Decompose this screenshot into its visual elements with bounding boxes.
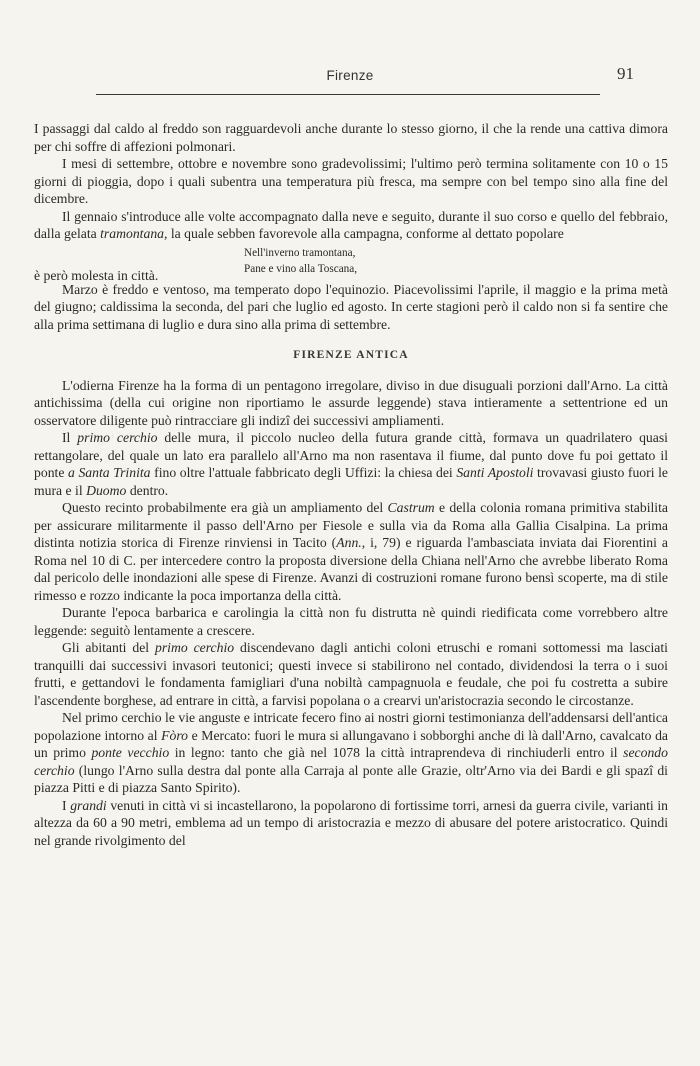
text: (lungo l'Arno sulla destra dal ponte alla Carraja al ponte alle Grazie, oltr'Arno via dei Bardi e gli spazî di piazza Pitti e di piazza Santo Spirito). <box>34 762 668 795</box>
text: I mesi di settembre, ottobre e novembre sono gradevolissimi; l'ultimo però termina solitamente con 10 o 15 giorni di pioggia, dopo i quali subentra una temperatura più fresca, ma sempre con bel tempo sino alla fine del dicembre. <box>34 156 668 206</box>
header-rule <box>96 94 600 95</box>
paragraph <box>34 429 668 499</box>
italic-term: Castrum <box>387 500 435 515</box>
verse-continuation: è però molesta in città. <box>34 267 159 283</box>
paragraph <box>34 639 668 709</box>
italic-term: tramontana <box>100 226 165 241</box>
text: fino oltre l'attuale fabbricato degli Uffizi: la chiesa dei <box>150 465 457 480</box>
text: , i, 79) e riguarda l'ambasciata inviata dai Fiorentini a Roma nel 10 di C. per intercedere contro la proposta diversione della Chiana nell'Arno che avrebbe liberato Roma dal pericolo delle inondazioni alle spese di Firenze. Avanzi di costruzioni romane furono bensì scoperte, ma di stile rimesso e rozzo indicante la poca importanza della città. <box>34 535 668 603</box>
popular-saying <box>34 243 668 281</box>
text: I <box>62 797 71 813</box>
italic-term: secondo cerchio <box>34 745 668 778</box>
paragraph <box>34 208 668 243</box>
text: dentro. <box>126 482 169 498</box>
text: venuti in città vi si incastellarono, la popolarono di fortissime torri, arnesi da guerra civile, varianti in altezza da 60 a 90 metri, emblema ad un tempo di aristocrazia e mezzo di abusare del potere aristocratico. Quindi nel grande rivolgimento del <box>34 797 668 848</box>
italic-term: primo cerchio <box>154 640 235 655</box>
paragraph <box>34 281 668 334</box>
text: I passaggi dal caldo al freddo son ragguardevoli anche durante lo stesso giorno, il che la rende una cattiva dimora per chi soffre di affezioni polmonari. <box>34 121 668 154</box>
text: discendevano dagli antichi coloni etruschi e romani sottomessi ma lasciati tranquilli dai successivi invasori teutonici; questi invece si stabilirono nel contado, dividendosi la terra o i suoi frutti, e gettandovi le fondamenta famigliari d'una nobiltà campagnuola e feudale, che poi fu costretta a subire l'ascendente borghese, ad entrare in città, a farvisi popolana o a crearvi un'aristocrazia secondo le circostanze. <box>34 640 668 708</box>
text: e della colonia romana primitiva stabilita per assicurare militarmente il passo dell'Arno per Fiesole e sulla via da Roma alla Gallia Cisalpina. La prima distinta notizia storica di Firenze rinviensi in Tacito ( <box>34 500 668 550</box>
italic-term: ponte vecchio <box>91 745 170 760</box>
paragraph <box>34 120 668 155</box>
paragraph <box>34 155 668 208</box>
text: delle mura, il piccolo nucleo della futura grande città, formava un quadrilatero quasi rettangolare, del quale un lato era parallelo all'Arno ma non rasentava il fiume, dal punto dove fu poi gettato il ponte <box>34 430 668 480</box>
italic-term: primo cerchio <box>77 430 158 445</box>
text: trovavasi giusto fuori le mura e il <box>34 465 668 498</box>
verse-line: Nell'inverno tramontana, <box>244 246 356 259</box>
verse-line: Pane e vino alla Toscana, <box>244 262 358 275</box>
text: Questo recinto probabilmente era già un ampliamento del <box>62 500 388 515</box>
text: e Mercato: fuori le mura si allungavano i sobborghi anche di là dall'Arno, cavalcato da un primo <box>34 727 669 760</box>
text: Nel primo cerchio le vie anguste e intricate fecero fino ai nostri giorni testimonianza dell'addensarsi dell'antica popolazione intorno al <box>34 710 668 743</box>
text: Marzo è freddo e ventoso, ma temperato dopo l'equinozio. Piacevolissimi l'aprile, il maggio e la prima metà del giugno; caldissima la seconda, del pari che luglio ed agosto. In certe stagioni però il caldo non si fa sentire che alla prima settimana di luglio e dura sino alla prima di settembre. <box>34 281 668 332</box>
italic-term: Ann. <box>336 535 362 550</box>
text: Il <box>62 430 78 445</box>
paragraph <box>34 499 668 604</box>
page-number: 91 <box>617 64 634 83</box>
italic-term: Fòro <box>161 727 188 743</box>
paragraph <box>34 604 668 639</box>
text: Durante l'epoca barbarica e carolingia la città non fu distrutta nè quindi riedificata come vorrebbero altre leggende: seguitò lentamente a crescere. <box>34 605 668 638</box>
italic-term: a Santa Trinita <box>68 465 151 480</box>
body-text <box>34 120 668 849</box>
running-title: Firenze <box>326 68 374 83</box>
text: , la quale sebben favorevole alla campagna, conforme al dettato popolare <box>164 226 564 241</box>
text: Il gennaio s'introduce alle volte accompagnato dalla neve e seguito, durante il suo corso e quello del febbraio, dalla gelata <box>34 208 668 241</box>
italic-term: Duomo <box>86 482 127 498</box>
paragraph <box>34 797 668 850</box>
text: Gli abitanti del <box>62 640 155 655</box>
paragraph <box>34 709 668 797</box>
italic-term: Santi Apostoli <box>456 465 534 480</box>
italic-term: grandi <box>70 797 107 813</box>
text: in legno: tanto che già nel 1078 la città intraprendeva di rinchiuderli entro il <box>169 745 624 760</box>
paragraph <box>34 377 668 430</box>
page-header <box>0 64 700 90</box>
section-heading: FIRENZE ANTICA <box>293 349 409 361</box>
text: L'odierna Firenze ha la forma di un pentagono irregolare, diviso in due disuguali porzioni dall'Arno. La città antichissima (della cui origine non riportiamo le assurde leggende) stava intieramente a settentrione ed un osservatore diligente può rintracciare gli indizî dei successivi ampliamenti. <box>34 377 668 428</box>
